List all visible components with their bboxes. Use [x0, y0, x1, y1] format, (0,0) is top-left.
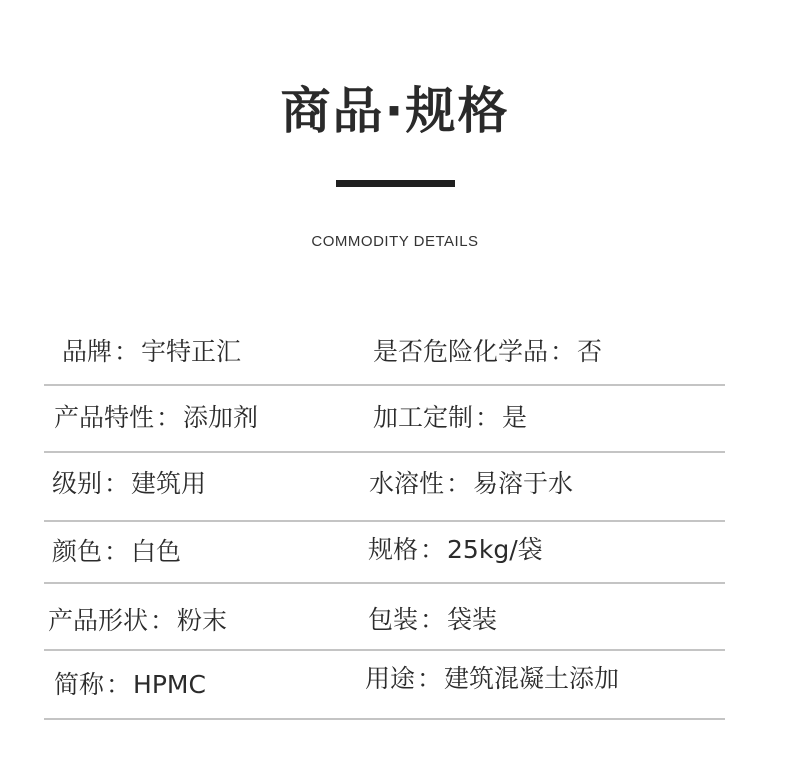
- spec-value: 粉末: [177, 606, 228, 635]
- row-divider: [44, 649, 725, 651]
- spec-cell-solubility: [369, 467, 573, 501]
- spec-separator: ：: [420, 535, 446, 564]
- spec-cell-spec: [368, 533, 543, 567]
- spec-value: 易溶于水: [473, 469, 574, 498]
- spec-separator: ：: [104, 469, 130, 498]
- spec-cell-shape: [48, 604, 227, 638]
- spec-value: 袋装: [447, 605, 498, 634]
- spec-value: 添加剂: [183, 403, 259, 432]
- spec-separator: ：: [106, 670, 132, 699]
- spec-separator: ：: [114, 337, 140, 366]
- spec-label: 简称: [54, 670, 105, 699]
- spec-label: 用途: [365, 664, 416, 693]
- row-divider: [44, 718, 725, 720]
- spec-cell-hazardous: [373, 335, 602, 369]
- spec-cell-usage: [365, 662, 619, 696]
- spec-label: 包装: [368, 605, 419, 634]
- spec-label: 规格: [368, 535, 419, 564]
- row-divider: [44, 451, 725, 453]
- spec-label: 颜色: [52, 537, 103, 566]
- page-title: 商品·规格: [280, 82, 510, 140]
- spec-cell-grade: [52, 467, 206, 501]
- spec-cell-packaging: [368, 603, 497, 637]
- spec-label: 是否危险化学品: [373, 337, 549, 366]
- spec-value: 是: [502, 403, 528, 432]
- spec-separator: ：: [550, 337, 576, 366]
- row-divider: [44, 582, 725, 584]
- spec-separator: ：: [475, 403, 501, 432]
- spec-value: 白色: [131, 537, 182, 566]
- spec-label: 加工定制: [373, 403, 474, 432]
- spec-value: 宇特正汇: [141, 337, 242, 366]
- spec-separator: ：: [420, 605, 446, 634]
- spec-value: 25kg/袋: [447, 535, 543, 564]
- spec-cell-color: [52, 535, 181, 569]
- spec-cell-brand: [62, 335, 241, 369]
- spec-label: 产品形状: [48, 606, 149, 635]
- page-subtitle: COMMODITY DETAILS: [311, 233, 479, 250]
- spec-label: 级别: [52, 469, 103, 498]
- spec-value: HPMC: [133, 670, 206, 699]
- spec-value: 否: [577, 337, 603, 366]
- spec-cell-custom: [373, 401, 527, 435]
- spec-cell-abbreviation: [54, 668, 206, 702]
- spec-separator: ：: [417, 664, 443, 693]
- spec-separator: ：: [446, 469, 472, 498]
- spec-label: 产品特性: [54, 403, 155, 432]
- row-divider: [44, 384, 725, 386]
- spec-separator: ：: [104, 537, 130, 566]
- spec-value: 建筑用: [131, 469, 207, 498]
- spec-separator: ：: [150, 606, 176, 635]
- spec-label: 水溶性: [369, 469, 445, 498]
- spec-cell-feature: [54, 401, 258, 435]
- spec-label: 品牌: [62, 337, 113, 366]
- row-divider: [44, 520, 725, 522]
- spec-value: 建筑混凝土添加: [444, 664, 620, 693]
- spec-separator: ：: [156, 403, 182, 432]
